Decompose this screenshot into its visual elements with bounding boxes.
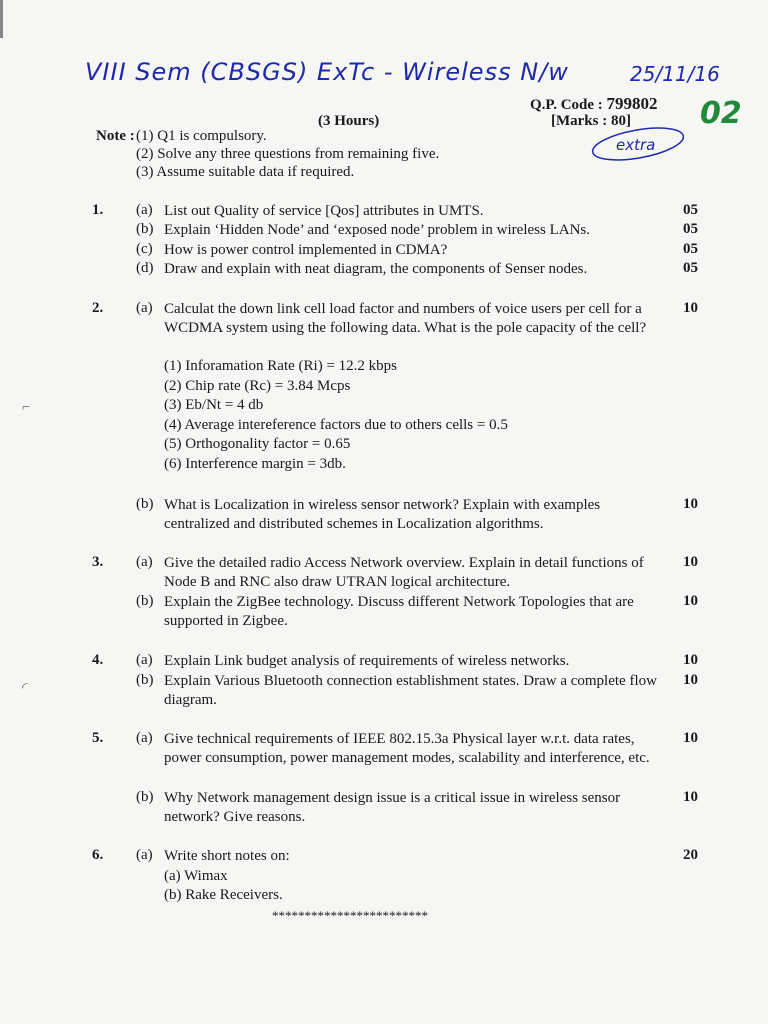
question-number: 1. xyxy=(92,202,104,218)
part-marks: 05 xyxy=(683,221,698,237)
part-marks: 20 xyxy=(683,847,698,863)
part-marks: 10 xyxy=(683,554,698,570)
qp-code-label: Q.P. Code : xyxy=(530,97,603,113)
part-text: Give the detailed radio Access Network overview. Explain in detail functions of Node B and RNC also draw UTRAN logical architecture. xyxy=(164,555,644,590)
question-number: 2. xyxy=(92,300,104,316)
part-text: Give technical requirements of IEEE 802.15.3a Physical layer w.r.t. data rates, power consumption, power management modes, scalability and interference, etc. xyxy=(164,731,650,766)
part-text: Write short notes on: xyxy=(164,848,290,864)
question-number: 6. xyxy=(92,847,104,863)
handwritten-date: 25/11/16 xyxy=(630,62,720,86)
part-text: How is power control implemented in CDMA? xyxy=(164,242,448,258)
part-marks: 05 xyxy=(683,260,698,276)
handwritten-stamp-icon xyxy=(588,124,688,164)
part-label: (b) xyxy=(136,496,154,512)
part-marks: 10 xyxy=(683,789,698,805)
part-marks: 10 xyxy=(683,496,698,512)
part-marks: 10 xyxy=(683,730,698,746)
part-marks: 10 xyxy=(683,652,698,668)
part-label: (a) xyxy=(136,652,153,668)
part-text: Explain the ZigBee technology. Discuss different Network Topologies that are supported in Zigbee. xyxy=(164,594,634,629)
part-label: (b) xyxy=(136,672,154,688)
part-text: List out Quality of service [Qos] attributes in UMTS. xyxy=(164,203,484,219)
part-label: (a) xyxy=(136,730,153,746)
question-number: 5. xyxy=(92,730,104,746)
part-label: (a) xyxy=(136,202,153,218)
given-data-item: (6) Interference margin = 3db. xyxy=(164,456,346,472)
part-marks: 05 xyxy=(683,241,698,257)
part-text: Explain ‘Hidden Node’ and ‘exposed node’ problem in wireless LANs. xyxy=(164,222,590,238)
note-label: Note : xyxy=(96,128,135,144)
given-data-item: (3) Eb/Nt = 4 db xyxy=(164,397,264,413)
short-note-item: (b) Rake Receivers. xyxy=(164,887,283,903)
note-item-2: (2) Solve any three questions from remaining five. xyxy=(136,146,440,162)
note-item-3: (3) Assume suitable data if required. xyxy=(136,164,355,180)
margin-mark-icon: ◜ xyxy=(22,681,28,696)
part-label: (a) xyxy=(136,847,153,863)
given-data-item: (4) Average intereference factors due to others cells = 0.5 xyxy=(164,417,508,433)
part-text: What is Localization in wireless sensor network? Explain with examples centralized and distributed schemes in Localization algorithms. xyxy=(164,497,601,532)
part-label: (b) xyxy=(136,593,154,609)
exam-duration: (3 Hours) xyxy=(318,113,380,129)
part-label: (a) xyxy=(136,300,153,316)
svg-text:extra: extra xyxy=(616,136,656,154)
given-data-item: (1) Inforamation Rate (Ri) = 12.2 kbps xyxy=(164,358,397,374)
part-text: Why Network management design issue is a critical issue in wireless sensor network? Give reasons. xyxy=(164,790,621,825)
part-marks: 10 xyxy=(683,300,698,316)
given-data-item: (2) Chip rate (Rc) = 3.84 Mcps xyxy=(164,378,351,394)
scan-edge-line xyxy=(0,0,3,38)
total-marks: [Marks : 80] xyxy=(551,113,631,129)
part-text: Calculat the down link cell load factor and numbers of voice users per cell for a WCDMA system using the following data. What is the pole capacity of the cell? xyxy=(164,301,647,336)
part-text: Explain Various Bluetooth connection establishment states. Draw a complete flow diagram. xyxy=(164,673,657,708)
end-of-paper-stars: ************************ xyxy=(272,908,428,923)
part-label: (b) xyxy=(136,221,154,237)
part-text: Explain Link budget analysis of requirements of wireless networks. xyxy=(164,653,570,669)
given-data-item: (5) Orthogonality factor = 0.65 xyxy=(164,436,351,452)
handwritten-header: VIII Sem (CBSGS) ExTc - Wireless N/w xyxy=(85,58,569,86)
note-item-1: (1) Q1 is compulsory. xyxy=(136,128,267,144)
part-label: (a) xyxy=(136,554,153,570)
part-marks: 10 xyxy=(683,593,698,609)
part-label: (b) xyxy=(136,789,154,805)
margin-mark-icon: ⌐ xyxy=(22,400,30,415)
question-number: 3. xyxy=(92,554,104,570)
qp-code-line xyxy=(530,94,658,114)
question-number: 4. xyxy=(92,652,104,668)
part-marks: 10 xyxy=(683,672,698,688)
part-label: (c) xyxy=(136,241,153,257)
part-marks: 05 xyxy=(683,202,698,218)
qp-code-value: 799802 xyxy=(606,94,658,113)
part-text: Draw and explain with neat diagram, the components of Senser nodes. xyxy=(164,261,588,277)
short-note-item: (a) Wimax xyxy=(164,868,228,884)
part-label: (d) xyxy=(136,260,154,276)
handwritten-grade: 02 xyxy=(700,96,742,131)
